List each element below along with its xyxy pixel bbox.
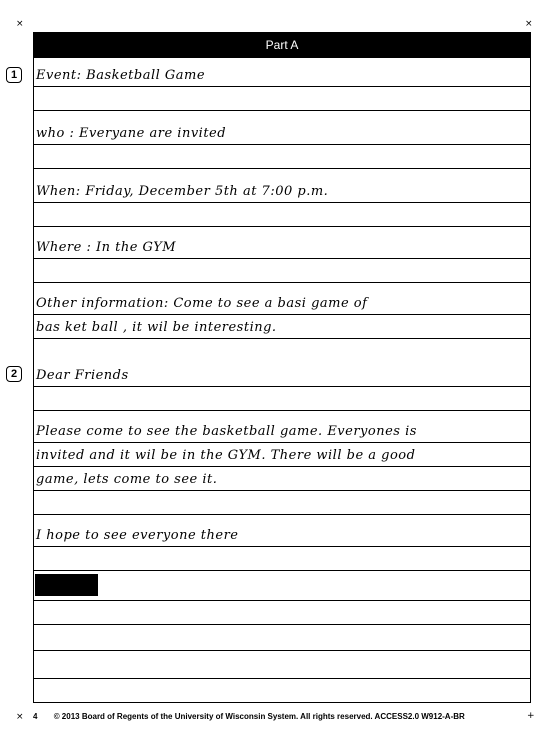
- answer-closing: I hope to see everyone there: [36, 528, 239, 543]
- answer-other-line-2: bas ket ball , it wil be interesting.: [36, 320, 277, 335]
- answer-area: [33, 58, 531, 703]
- answer-line: [34, 650, 530, 651]
- answer-line: [34, 466, 530, 467]
- answer-line: [34, 202, 530, 203]
- answer-line: [34, 226, 530, 227]
- answer-line: [34, 624, 530, 625]
- answer-line: [34, 86, 530, 87]
- copyright-notice: © 2013 Board of Regents of the University of Wisconsin System. All rights reserved. ACCESS2.0 W912-A-BR: [53, 712, 465, 721]
- answer-line: [34, 490, 530, 491]
- registration-mark-top-left: ×: [16, 19, 24, 29]
- registration-mark-bottom-left: ×: [16, 712, 24, 722]
- answer-line: [34, 546, 530, 547]
- answer-when: When: Friday, December 5th at 7:00 p.m.: [36, 184, 329, 199]
- answer-where: Where : In the GYM: [36, 240, 177, 255]
- answer-event: Event: Basketball Game: [36, 68, 206, 83]
- answer-line: [34, 410, 530, 411]
- question-number-2: 2: [6, 366, 22, 382]
- answer-line: [34, 442, 530, 443]
- answer-body-line-3: game, lets come to see it.: [36, 472, 218, 487]
- answer-line: [34, 314, 530, 315]
- answer-line: [34, 282, 530, 283]
- answer-line: [34, 600, 530, 601]
- registration-mark-bottom-right: +: [527, 711, 535, 721]
- part-header: [33, 32, 531, 58]
- answer-line: [34, 678, 530, 679]
- answer-line: [34, 168, 530, 169]
- answer-who: who : Everyane are invited: [36, 126, 227, 141]
- redacted-signature: [35, 574, 98, 596]
- page-number: 4: [33, 712, 38, 721]
- answer-line: [34, 570, 530, 571]
- answer-body-line-1: Please come to see the basketball game. Everyones is: [36, 424, 417, 439]
- page-footer: [33, 712, 465, 721]
- question-number-1: 1: [6, 67, 22, 83]
- registration-mark-top-right: ×: [525, 19, 533, 29]
- answer-line: [34, 110, 530, 111]
- answer-greeting: Dear Friends: [36, 368, 129, 383]
- answer-line: [34, 386, 530, 387]
- answer-body-line-2: invited and it wil be in the GYM. There will be a good: [36, 448, 416, 463]
- answer-line: [34, 338, 530, 339]
- part-title: Part A: [265, 38, 299, 52]
- answer-other-line-1: Other information: Come to see a basi game of: [36, 296, 368, 311]
- answer-line: [34, 514, 530, 515]
- answer-line: [34, 258, 530, 259]
- answer-line: [34, 144, 530, 145]
